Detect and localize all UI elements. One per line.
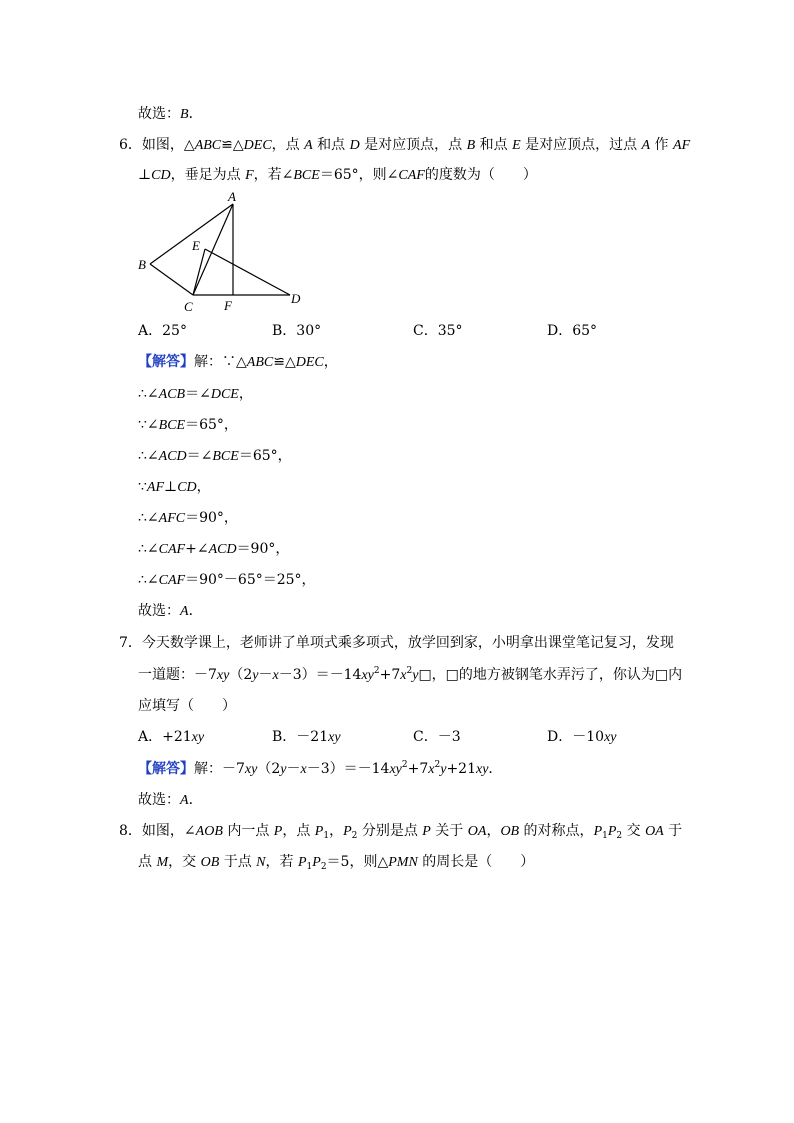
math: AF (673, 138, 691, 153)
q6-solution-line-4 (138, 446, 292, 467)
q7-option-a[interactable] (138, 727, 204, 748)
q6-option-a[interactable] (138, 321, 187, 341)
text: － (258, 667, 273, 683)
text: +∠ (185, 541, 209, 557)
q7-line-1 (119, 633, 674, 653)
text: （2 (229, 667, 253, 683)
solution-tag: 【解答】 (138, 761, 194, 777)
text: 解：－7 (194, 761, 245, 777)
text: ∴∠ (138, 541, 159, 557)
subscript: 1 (602, 831, 608, 841)
math: CAF (398, 168, 425, 183)
text: ， (329, 823, 344, 839)
math: ABC (194, 138, 222, 153)
text: 交 (622, 823, 646, 839)
text: ≌△ (221, 137, 244, 153)
math: y (280, 762, 287, 777)
text: 应填写（ ） (138, 698, 236, 714)
text: +7 (379, 667, 401, 683)
subscript: 2 (320, 862, 327, 872)
math: x (400, 668, 407, 683)
math: P (312, 855, 321, 870)
exponent: 2 (434, 760, 441, 770)
text: ⊥ (138, 167, 152, 183)
option-label: D． (547, 729, 573, 745)
math: OA (467, 824, 487, 839)
q6-solution-line-3 (138, 415, 238, 436)
text: ≌△ (273, 354, 296, 370)
q6-option-d[interactable] (547, 321, 597, 341)
text: ，若 (265, 854, 298, 870)
text: ， (486, 823, 501, 839)
answer-label: 故选： (138, 106, 180, 122)
text: ． (488, 761, 503, 777)
text: +21 (446, 761, 476, 777)
math: P (422, 824, 431, 839)
option-value: 30° (296, 323, 322, 339)
text: 和点 (312, 137, 350, 153)
q6-line-2 (138, 165, 537, 186)
math: ACD (208, 542, 237, 557)
math: F (245, 168, 254, 183)
text: ， (323, 354, 338, 370)
answer-choice: A (180, 793, 189, 808)
period: ． (188, 603, 203, 619)
text: ，点 (282, 823, 315, 839)
text: □，□的地方被钢笔水弄污了，你认为□内 (418, 667, 683, 683)
math: BCE (212, 449, 239, 464)
text: －3）＝－14 (278, 667, 362, 683)
text: ⊥ (164, 479, 178, 495)
text: ∴∠ (138, 448, 159, 464)
math: ACB (158, 387, 186, 402)
q7-solution-line-1 (138, 759, 502, 780)
math: A (641, 138, 651, 153)
q6-solution-line-8 (138, 570, 316, 591)
text: ＝∠ (186, 448, 213, 464)
text: ， (238, 386, 253, 402)
option-label: C． (413, 323, 438, 339)
subscript: 2 (616, 831, 623, 841)
math: AFC (158, 511, 186, 526)
math: xy (191, 730, 205, 745)
text: 一道题：－7 (138, 667, 217, 683)
segment-ed (205, 249, 290, 295)
text: 于 (663, 823, 683, 839)
text: ，点 (271, 137, 305, 153)
math: x (300, 762, 307, 777)
option-label: A． (138, 323, 163, 339)
text: 和点 (475, 137, 513, 153)
option-value: －21 (296, 729, 329, 745)
option-value: 25° (162, 323, 187, 339)
text: 关于 (430, 823, 468, 839)
text: ＝65°，则∠ (319, 167, 399, 183)
label-a: A (228, 189, 236, 204)
math: xy (216, 668, 230, 683)
math: xy (475, 762, 489, 777)
label-b: B (138, 257, 146, 272)
question-number: 8． (119, 823, 142, 839)
text: +7 (407, 761, 429, 777)
text: ＝5，则△ (326, 854, 389, 870)
text: 今天数学课上，老师讲了单项式乘多项式，放学回到家，小明拿出课堂笔记复习，发现 (141, 635, 674, 651)
math: OB (500, 824, 520, 839)
exponent: 2 (406, 666, 413, 676)
text: ∵ (138, 479, 147, 495)
q5-answer-line (138, 104, 203, 125)
math: xy (361, 668, 374, 683)
text: ，垂足为点 (170, 167, 246, 183)
label-d: D (291, 291, 301, 306)
option-label: A． (138, 729, 163, 745)
math: A (304, 138, 313, 153)
text: 内一点 (222, 823, 274, 839)
math: BCE (293, 168, 320, 183)
q6-line-1 (119, 135, 690, 156)
label-c: C (184, 299, 193, 314)
text: 是对应顶点，点 (359, 137, 467, 153)
option-value: －3 (437, 729, 461, 745)
q6-solution-line-5 (138, 477, 211, 498)
math: x (428, 762, 435, 777)
math: xy (328, 730, 341, 745)
subscript: 1 (323, 831, 330, 841)
exponent: 2 (373, 666, 380, 676)
math: PMN (388, 855, 418, 870)
option-label: C． (413, 729, 438, 745)
solution-tag: 【解答】 (138, 354, 194, 370)
q6-solution-line-6 (138, 508, 238, 529)
exponent: 2 (401, 760, 408, 770)
q7-option-b[interactable] (272, 727, 341, 748)
q7-option-d[interactable] (547, 727, 617, 748)
math: DCE (210, 387, 239, 402)
text: 解：∵△ (194, 354, 247, 370)
option-label: D． (547, 323, 573, 339)
math: P (297, 855, 307, 870)
math: P (343, 824, 352, 839)
answer-choice: A (180, 604, 189, 619)
text: ∴∠ (138, 510, 159, 526)
text: 作 (650, 137, 674, 153)
option-value: －10 (572, 729, 605, 745)
q7-answer-line (138, 790, 203, 811)
option-value: 35° (437, 323, 463, 339)
text: 如图，△ (141, 137, 195, 153)
label-f: F (224, 298, 232, 313)
math: xy (244, 762, 258, 777)
math: xy (604, 730, 617, 745)
period: ． (188, 106, 203, 122)
q6-option-c[interactable] (413, 321, 463, 341)
text: 如图，∠ (141, 823, 196, 839)
math: y (252, 668, 259, 683)
text: ，若∠ (253, 167, 294, 183)
text: ，交 (168, 854, 201, 870)
math: OA (645, 824, 664, 839)
text: 于点 (219, 854, 257, 870)
math: AOB (195, 824, 223, 839)
label-e: E (192, 238, 200, 253)
math: P (607, 824, 617, 839)
math: E (512, 138, 521, 153)
q6-solution-line-2 (138, 384, 253, 405)
text: ∴∠ (138, 572, 159, 588)
math: y (412, 668, 419, 683)
math: D (349, 138, 360, 153)
text: （2 (257, 761, 281, 777)
math: y (440, 762, 447, 777)
math: CD (151, 168, 171, 183)
text: ＝90°－65°＝25°， (185, 572, 316, 588)
math: xy (389, 762, 402, 777)
q6-option-b[interactable] (272, 321, 321, 341)
subscript: 2 (351, 831, 358, 841)
math: B (466, 138, 476, 153)
q7-line-2 (138, 665, 682, 686)
option-value: +21 (162, 729, 192, 745)
question-number: 6． (119, 137, 142, 153)
math: OB (200, 855, 220, 870)
math: P (273, 824, 283, 839)
q7-line-3 (138, 696, 236, 716)
math: CAF (158, 573, 186, 588)
segment-bc (150, 264, 193, 295)
answer-choice: B (180, 107, 189, 122)
math: CAF (158, 542, 186, 557)
text: 是对应顶点，过点 (520, 137, 642, 153)
math: ABC (246, 355, 274, 370)
text: 的度数为（ ） (424, 167, 537, 183)
text: ∵∠ (138, 417, 159, 433)
q6-geometry-figure (130, 188, 315, 318)
option-label: B． (272, 729, 297, 745)
text: ＝90°， (185, 510, 238, 526)
text: 的周长是（ ） (417, 854, 535, 870)
text: 分别是点 (357, 823, 423, 839)
answer-label: 故选： (138, 792, 180, 808)
math: AF (146, 480, 165, 495)
text: ＝90°， (236, 541, 290, 557)
math: x (272, 668, 279, 683)
question-number: 7． (119, 635, 142, 651)
math: CD (177, 480, 197, 495)
text: 的对称点， (519, 823, 594, 839)
q8-line-1 (119, 821, 682, 842)
option-value: 65° (572, 323, 598, 339)
math: P (314, 824, 324, 839)
math: BCE (158, 418, 186, 433)
q8-line-2 (138, 852, 534, 873)
text: ∴∠ (138, 386, 159, 402)
math: DEC (295, 355, 324, 370)
math: M (156, 855, 169, 870)
q6-solution-line-1 (138, 352, 338, 373)
math: ACD (158, 449, 187, 464)
option-label: B． (272, 323, 297, 339)
q6-solution-line-7 (138, 539, 289, 560)
math: N (256, 855, 266, 870)
text: ＝65°， (185, 417, 238, 433)
q7-option-c[interactable] (413, 727, 461, 748)
text: － (286, 761, 301, 777)
period: ． (188, 792, 203, 808)
text: ＝∠ (185, 386, 211, 402)
text: ＝65°， (238, 448, 292, 464)
q6-answer-line (138, 601, 203, 622)
subscript: 1 (306, 862, 313, 872)
math: DEC (243, 138, 272, 153)
text: 点 (138, 854, 157, 870)
math: P (593, 824, 603, 839)
text: ， (196, 479, 211, 495)
segment-ab (150, 204, 233, 264)
text: －3）＝－14 (306, 761, 390, 777)
answer-label: 故选： (138, 603, 180, 619)
